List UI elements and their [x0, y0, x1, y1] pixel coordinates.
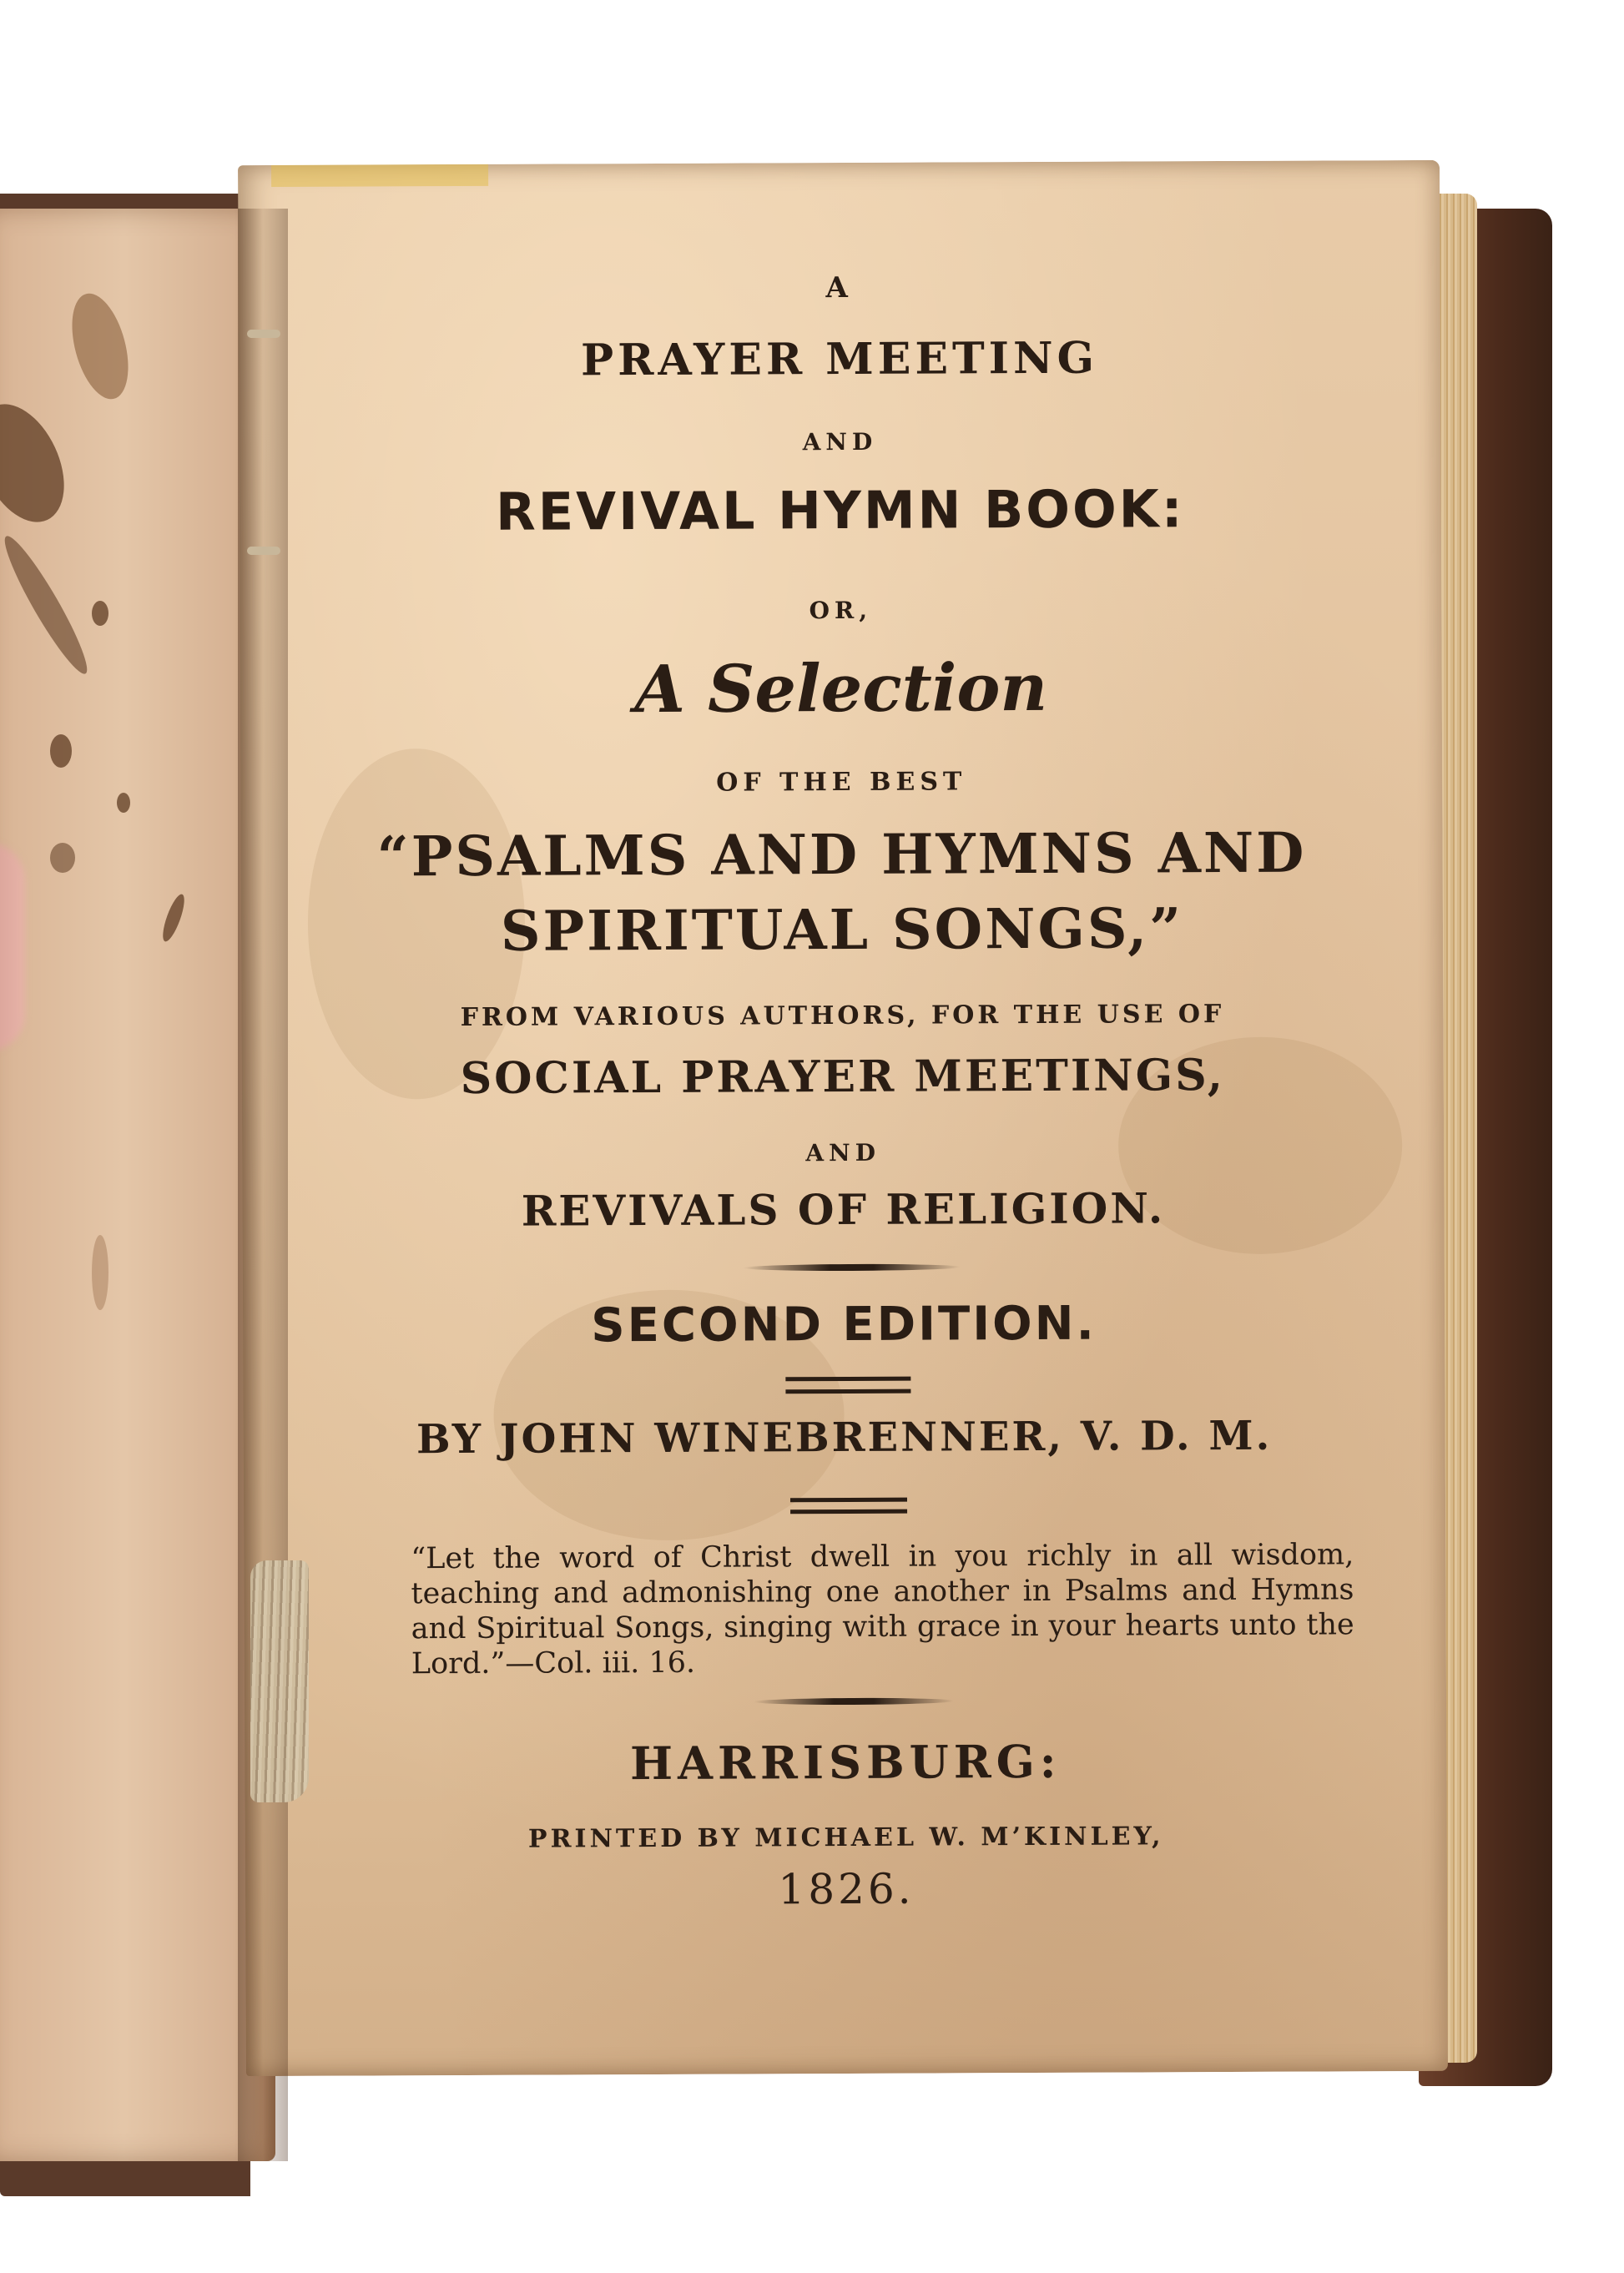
- title-line-author: BY JOHN WINEBRENNER, V. D. M.: [416, 1412, 1273, 1464]
- frayed-binding: [250, 1560, 309, 1802]
- title-line-social-prayer: SOCIAL PRAYER MEETINGS,: [460, 1050, 1226, 1104]
- title-line-and: AND: [802, 427, 878, 456]
- epigraph: “Let the word of Christ dwell in you richly in all wisdom, teaching and admonishing one another in Psalms and Hymns and Spiritual Songs, singing with grace in your hearts unto the Lord.”—Col. iii. 16.: [411, 1538, 1354, 1681]
- title-line-and-2: AND: [805, 1138, 881, 1167]
- ink-stain: [62, 287, 139, 405]
- ink-stain: [0, 391, 81, 536]
- title-line-of-the-best: OF THE BEST: [716, 767, 967, 798]
- ornament-rule: [754, 1697, 954, 1705]
- ink-stain: [50, 843, 75, 873]
- title-line-psalms-1: “PSALMS AND HYMNS AND: [376, 819, 1307, 890]
- tape-residue: [271, 164, 488, 187]
- binding-thread: [247, 547, 280, 555]
- title-line-various-authors: FROM VARIOUS AUTHORS, FOR THE USE OF: [460, 1000, 1225, 1032]
- double-rule: [790, 1498, 907, 1503]
- title-line-revivals: REVIVALS OF RELIGION.: [521, 1183, 1166, 1236]
- binding-thread: [247, 330, 280, 338]
- title-line-or: OR,: [809, 596, 873, 625]
- ink-stain: [50, 734, 72, 768]
- title-line-a-selection: A Selection: [634, 649, 1048, 728]
- title-line-edition: SECOND EDITION.: [591, 1296, 1097, 1353]
- title-line-psalms-2: SPIRITUAL SONGS,”: [500, 895, 1184, 964]
- finger: [0, 843, 25, 1051]
- double-rule: [785, 1377, 910, 1382]
- gutter: [238, 209, 288, 2161]
- title-line-prayer-meeting: PRAYER MEETING: [580, 332, 1099, 386]
- title-page: [238, 160, 1448, 2076]
- double-rule: [790, 1509, 907, 1514]
- ink-stain: [92, 1235, 108, 1310]
- title-line-a: A: [825, 270, 853, 305]
- ink-stain: [0, 530, 96, 680]
- imprint-printer: PRINTED BY MICHAEL W. M’KINLEY,: [527, 1822, 1164, 1854]
- title-line-revival-hymn-book: REVIVAL HYMN BOOK:: [495, 478, 1185, 542]
- imprint-place: HARRISBURG:: [629, 1734, 1062, 1791]
- double-rule: [785, 1389, 910, 1394]
- ink-stain: [159, 892, 189, 944]
- imprint-year: 1826.: [778, 1864, 915, 1914]
- left-page: [0, 209, 275, 2161]
- ornament-rule: [744, 1263, 961, 1271]
- ink-stain: [92, 601, 108, 626]
- ink-stain: [117, 793, 130, 813]
